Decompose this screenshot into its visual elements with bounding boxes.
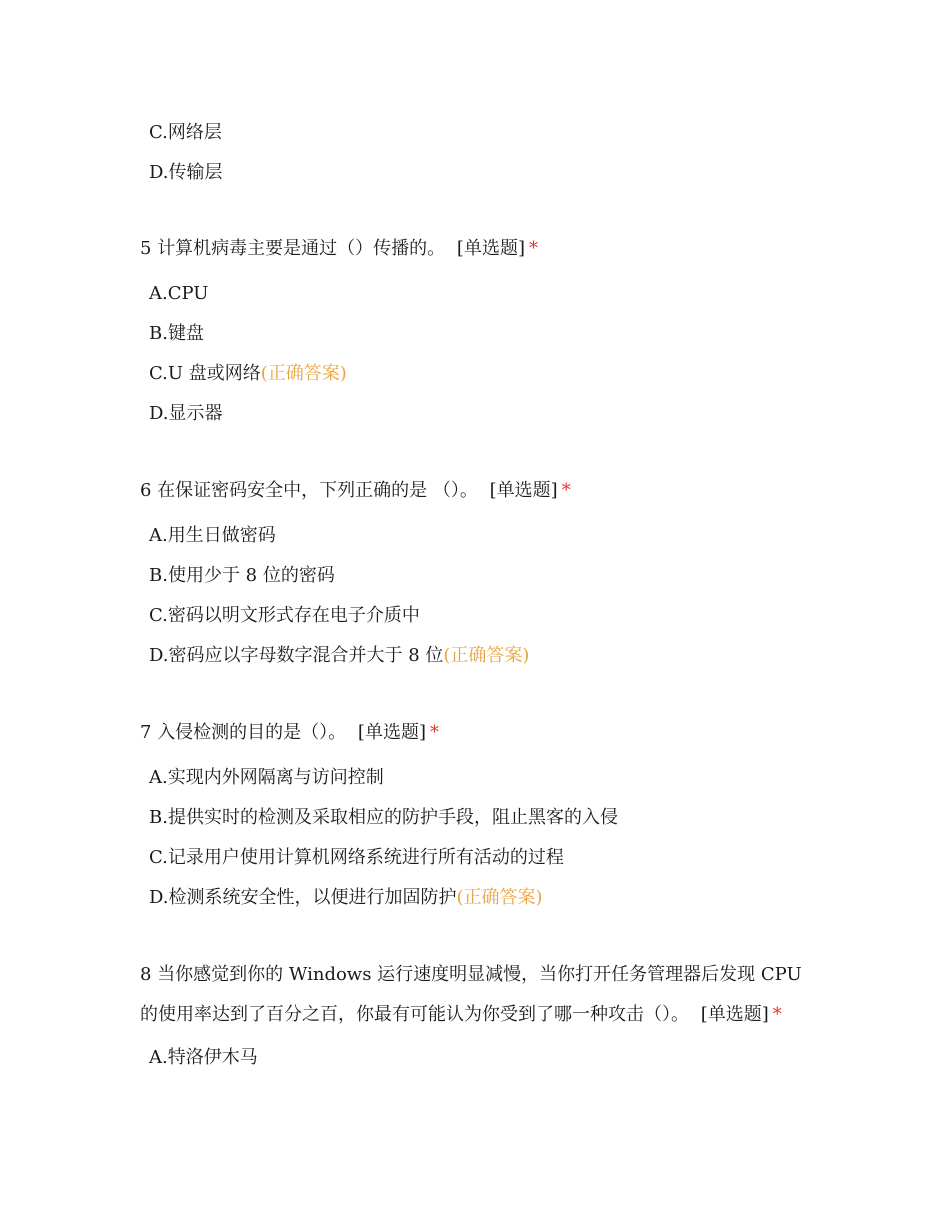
question-type-label: [单选题] (489, 480, 558, 501)
option-label: C.网络层 (149, 122, 222, 143)
correct-answer-mark: (正确答案) (260, 363, 347, 384)
option-label: A.实现内外网隔离与访问控制 (149, 767, 384, 788)
question-title (140, 471, 820, 511)
option-label: D.检测系统安全性，以便进行加固防护 (149, 887, 457, 908)
question-title (140, 229, 820, 269)
question-number: 8 (140, 964, 152, 985)
question-text: 入侵检测的目的是（）。 (157, 722, 347, 743)
question-title (140, 713, 820, 753)
option-item (149, 401, 223, 427)
option-item (149, 643, 529, 669)
option-label: C.记录用户使用计算机网络系统进行所有活动的过程 (149, 847, 564, 868)
option-item (149, 523, 276, 549)
question-type-label: [单选题] (456, 238, 525, 259)
option-item (149, 765, 384, 791)
option-label: A.用生日做密码 (149, 525, 276, 546)
option-item (149, 885, 543, 911)
question-text: 当你感觉到你的 Windows 运行速度明显减慢，当你打开任务管理器后发现 CPU 的使用率达到了百分之百，你最有可能认为你受到了哪一种攻击（）。 (140, 964, 802, 1025)
option-item (149, 361, 347, 387)
correct-answer-mark: (正确答案) (456, 887, 543, 908)
option-label: D.传输层 (149, 162, 223, 183)
option-item (149, 845, 564, 871)
option-item (149, 160, 223, 186)
option-label: B.使用少于 8 位的密码 (149, 565, 335, 586)
required-marker: * (561, 480, 571, 501)
option-label: D.显示器 (149, 403, 223, 424)
option-item (149, 120, 222, 146)
required-marker: * (528, 238, 538, 259)
question-title (140, 955, 820, 1035)
required-marker: * (772, 1004, 782, 1025)
required-marker: * (429, 722, 439, 743)
option-item (149, 805, 618, 831)
question-text: 在保证密码安全中，下列正确的是 （）。 (157, 480, 478, 501)
option-label: A.CPU (149, 283, 209, 304)
question-number: 5 (140, 238, 152, 259)
question-type-label: [单选题] (700, 1004, 769, 1025)
option-item (149, 603, 420, 629)
option-label: A.特洛伊木马 (149, 1047, 258, 1068)
question-type-label: [单选题] (357, 722, 426, 743)
option-item (149, 1045, 258, 1071)
option-item (149, 321, 204, 347)
option-label: D.密码应以字母数字混合并大于 8 位 (149, 645, 444, 666)
correct-answer-mark: (正确答案) (443, 645, 530, 666)
question-number: 6 (140, 480, 152, 501)
question-number: 7 (140, 722, 152, 743)
option-item (149, 281, 208, 307)
option-item (149, 563, 335, 589)
option-label: C.密码以明文形式存在电子介质中 (149, 605, 420, 626)
question-text: 计算机病毒主要是通过（）传播的。 (157, 238, 446, 259)
option-label: B.提供实时的检测及采取相应的防护手段，阻止黑客的入侵 (149, 807, 618, 828)
option-label: B.键盘 (149, 323, 204, 344)
option-label: C.U 盘或网络 (149, 363, 261, 384)
